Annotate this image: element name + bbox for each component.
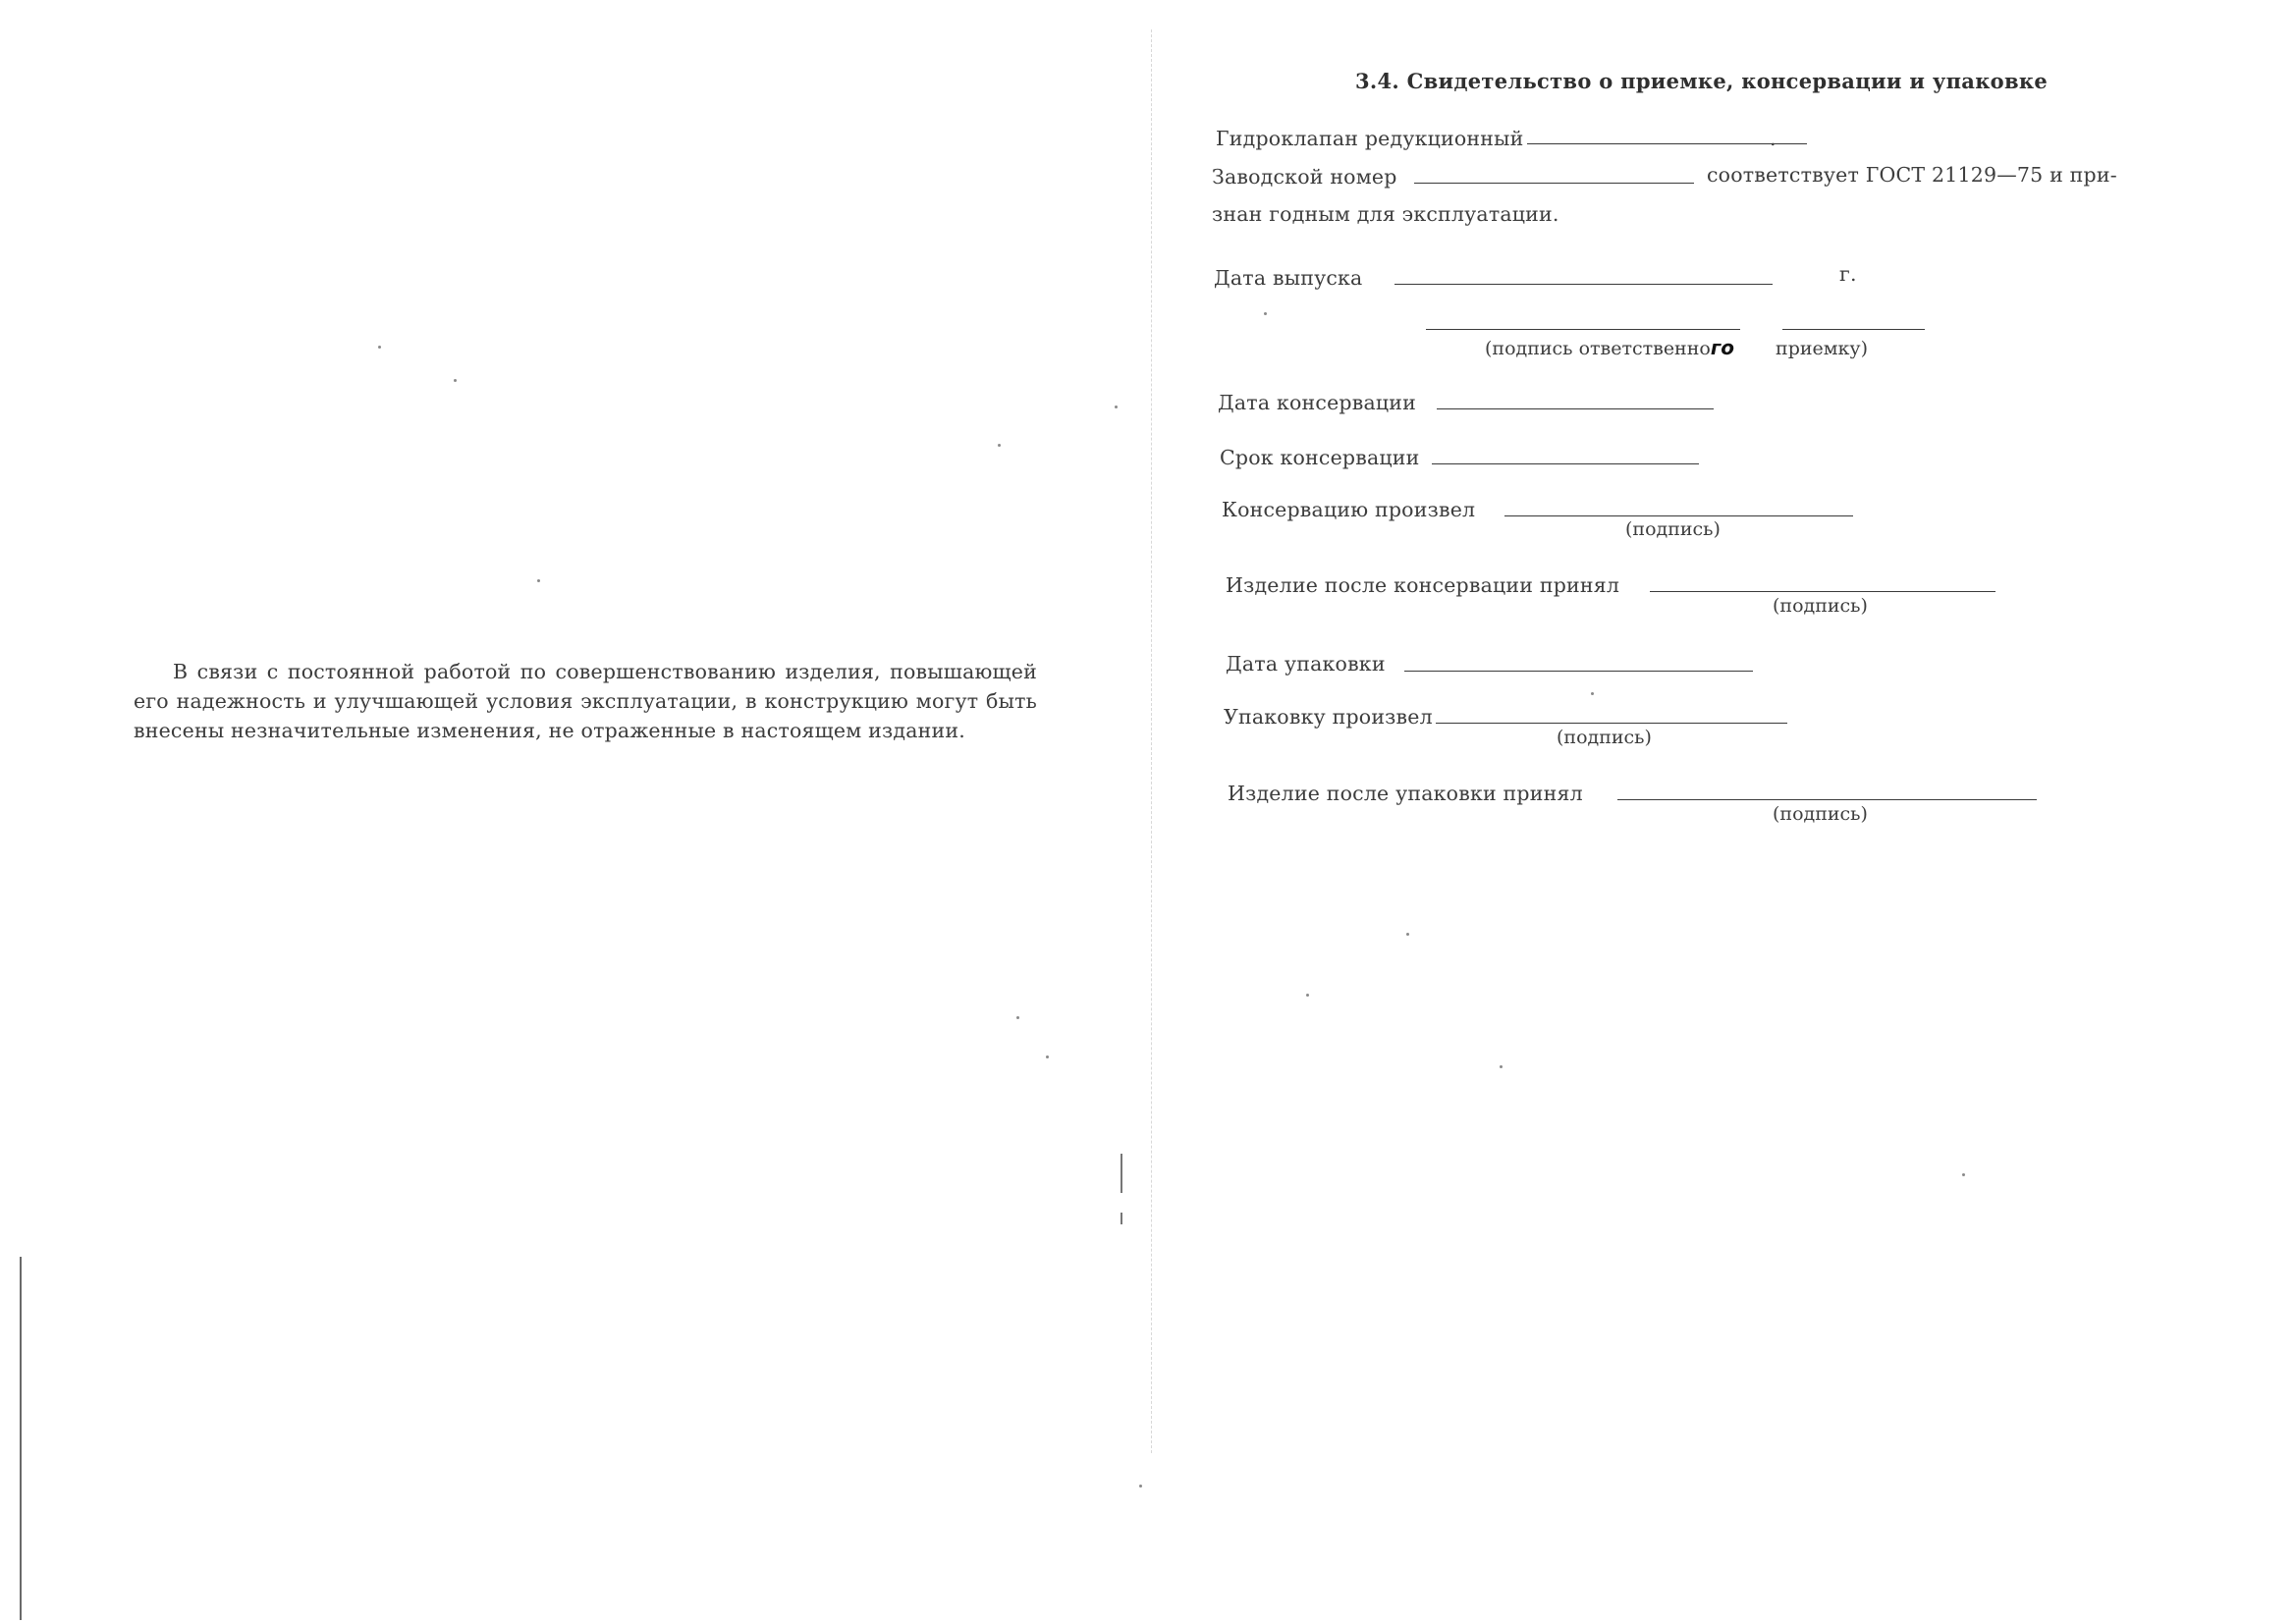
responsible-caption-start: (подпись ответственно — [1485, 338, 1711, 359]
conservation-term-line[interactable] — [1432, 463, 1699, 464]
packed-by-line[interactable] — [1436, 723, 1787, 724]
responsible-caption-end: приемку) — [1776, 338, 1869, 359]
scan-speck — [998, 444, 1001, 447]
conservation-term-label: Срок консервации — [1220, 446, 1420, 469]
responsible-caption — [1485, 336, 1868, 359]
accepted-after-packing-caption: (подпись) — [1773, 803, 1868, 825]
accepted-after-conservation-caption: (подпись) — [1773, 595, 1868, 617]
conservation-by-label: Консервацию произвел — [1222, 498, 1476, 521]
release-year-suffix: г. — [1839, 262, 1857, 286]
right-page — [1149, 0, 2296, 1623]
scan-speck — [1591, 692, 1594, 695]
responsible-signature-line-2[interactable] — [1782, 329, 1925, 330]
serial-number-label: Заводской номер — [1212, 165, 1397, 189]
valve-label: Гидроклапан редукционный — [1216, 127, 1524, 150]
accepted-after-packing-line[interactable] — [1617, 799, 2037, 800]
conservation-date-label: Дата консервации — [1218, 391, 1416, 414]
scan-speck — [1046, 1055, 1049, 1058]
valve-line-end: . — [1770, 127, 1777, 150]
accepted-after-conservation-label: Изделие после консервации принял — [1226, 573, 1620, 597]
notice-paragraph: В связи с постоянной работой по совершенствованию изделия, повышающей его надежность и улучшающей условия эксплуатации, в конструкцию могут быть внесены незначительные изменения, не отраженные в настоящем издании. — [134, 659, 1037, 742]
accepted-after-packing-label: Изделие после упаковки принял — [1228, 782, 1583, 805]
conservation-by-line[interactable] — [1504, 515, 1853, 516]
packed-by-label: Упаковку произвел — [1224, 705, 1433, 729]
scan-speck — [454, 379, 457, 382]
serial-compliance-text: соответствует ГОСТ 21129—75 и при- — [1707, 163, 2117, 187]
scan-speck — [1264, 312, 1267, 315]
scan-speck — [1406, 933, 1409, 936]
scan-speck — [1115, 406, 1118, 408]
packed-by-caption: (подпись) — [1557, 727, 1652, 748]
scan-edge-line — [20, 1257, 22, 1620]
release-date-line[interactable] — [1394, 284, 1773, 285]
scan-speck — [378, 346, 381, 349]
conservation-date-line[interactable] — [1437, 408, 1714, 409]
serial-continuation-text: знан годным для эксплуатации. — [1212, 202, 1559, 226]
scan-speck — [1500, 1065, 1503, 1068]
release-date-label: Дата выпуска — [1214, 266, 1363, 290]
scan-speck — [1962, 1173, 1965, 1176]
scan-speck — [537, 579, 540, 582]
accepted-after-conservation-line[interactable] — [1650, 591, 1995, 592]
scan-speck — [1016, 1016, 1019, 1019]
responsible-signature-line[interactable] — [1426, 329, 1740, 330]
scan-speck — [1139, 1485, 1142, 1488]
conservation-by-caption: (подпись) — [1625, 518, 1721, 540]
serial-number-line[interactable] — [1414, 183, 1694, 184]
spine-mark — [1121, 1213, 1122, 1224]
spine-mark — [1121, 1154, 1122, 1193]
handwritten-correction: го — [1710, 336, 1735, 359]
certificate-heading: 3.4. Свидетельство о приемке, консервации и упаковке — [1355, 69, 2048, 93]
packing-date-line[interactable] — [1404, 671, 1753, 672]
scan-speck — [1306, 994, 1309, 997]
valve-line[interactable] — [1527, 143, 1807, 144]
packing-date-label: Дата упаковки — [1226, 652, 1386, 676]
